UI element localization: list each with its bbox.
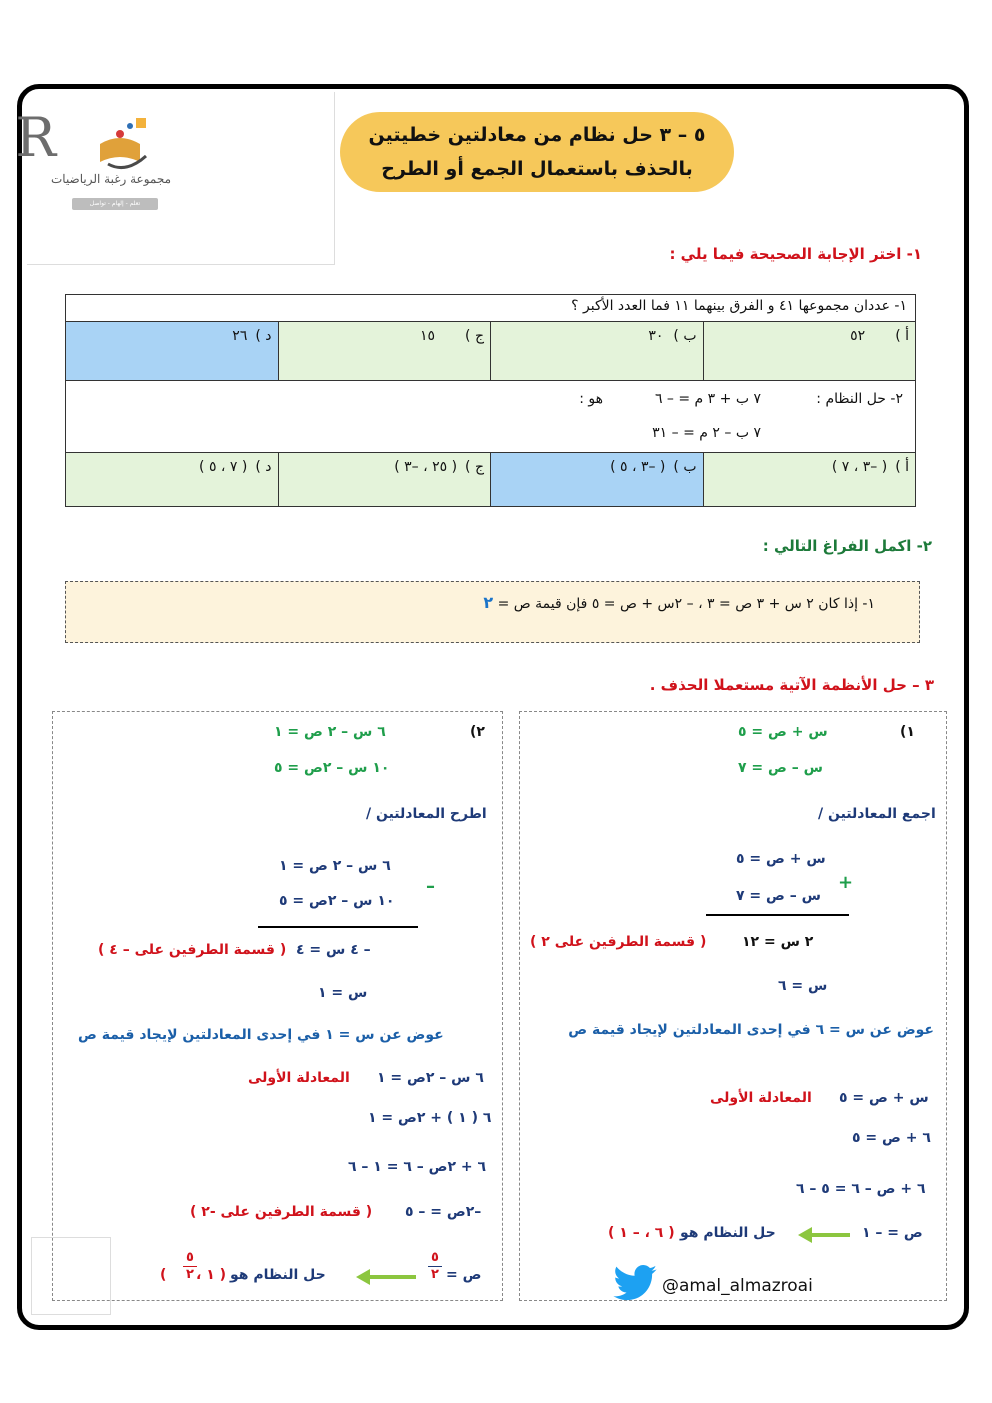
svg-text:R: R [15,106,56,169]
p1-step1: ٦ + ص = ٥ [852,1130,931,1146]
p2-frac-num: ٥ [431,1250,439,1265]
p2-number: ٢) [470,724,485,740]
p2-eq2: ١٠ س – ٢ص = ٥ [274,760,390,776]
p2-diff-line [258,926,418,928]
p2-y-prefix: ص = [446,1267,482,1283]
p1-arrow-icon [798,1226,852,1244]
q1-text: ١- عددان مجموعها ٤١ و الفرق بينهما ١١ فما العدد الأكبر ؟ [65,294,916,322]
p1-sum-line [706,914,849,916]
p1-solution-label: حل النظام هو [680,1225,776,1241]
p2-result: – ٤ س = ٤ [296,942,371,958]
q2-suffix: هو : [579,391,603,407]
p1-first-eq: س + ص = ٥ [839,1090,929,1106]
fill-blank-statement: ١- إذا كان ٢ س + ٣ ص = ٣ ، – ٢س + ص = ٥ فإن قيمة ص = [497,596,875,612]
p2-step3: –٢ص = – ٥ [405,1204,482,1220]
section2-heading: ٢- اكمل الفراغ التالي : [762,537,932,555]
p1-note: ( قسمة الطرفين على ٢ ) [530,934,707,950]
p2-minus-sign: – [426,876,435,897]
p2-substitute: عوض عن س = ١ في إحدى المعادلتين لإيجاد قيمة ص [78,1027,444,1043]
q2-eq2: ٧ ب – ٢ م = – ٣١ [652,425,761,441]
p2-sol-frac-num: ٥ [186,1250,194,1265]
logo-text: مجموعة رغبة الرياضيات [50,172,172,186]
p1-stack1: س + ص = ٥ [736,851,826,867]
p2-stack1: ٦ س – ٢ ص = ١ [279,858,391,874]
p2-note: ( قسمة الطرفين على – ٤ ) [98,942,287,958]
p2-step2: ٦ + ٢ص – ٦ = ١ – ٦ [348,1159,487,1175]
p2-sol-frac-den: ٢ [183,1266,197,1283]
p1-x-value: س = ٦ [778,978,828,994]
q1-option-a[interactable]: أ ) ٥٢ [703,322,916,381]
p2-eq1: ٦ س – ٢ ص = ١ [274,724,386,740]
p2-solution-open: ( ١ ، [196,1267,227,1283]
p2-first-label: المعادلة الأولى [248,1070,350,1086]
p2-x-value: س = ١ [318,985,368,1001]
p1-stack2: س – ص = ٧ [736,888,821,904]
problem1-box [519,711,947,1301]
p2-solution-fraction [183,1250,197,1283]
q1-option-d[interactable]: د ) ٢٦ [66,322,279,381]
p1-step2: ٦ + ص – ٦ = ٥ – ٦ [796,1181,926,1197]
q2-options [65,452,916,507]
section3-heading: ٣ – حل الأنظمة الآتية مستعملا الحذف . [649,676,934,694]
fill-blank-answer[interactable]: ٢ [483,593,494,612]
p2-note2: ( قسمة الطرفين على -٢ ) [190,1204,373,1220]
p1-eq1: س + ص = ٥ [738,724,828,740]
title-line-1: ٥ – ٣ حل نظام من معادلتين خطيتين [368,124,706,146]
twitter-icon [613,1265,657,1301]
logo-caption: تعلم - إلهام - تواصل [72,198,158,210]
lesson-title [340,112,734,192]
q1-option-b[interactable]: ب ) ٣٠ [491,322,704,381]
p1-y-value: ص = – ١ [862,1225,923,1241]
p1-plus-sign: + [838,872,854,893]
corner-box [31,1237,111,1315]
title-line-2: بالحذف باستعمال الجمع أو الطرح [381,158,693,180]
p2-solution-close: ) [160,1267,167,1283]
p1-solution: ( ٦ ، – ١ ) [608,1225,675,1241]
p1-number: ١) [900,724,915,740]
q2-option-d[interactable]: د ) ( ٧ ، ٥ ) [66,453,279,507]
q1-option-c[interactable]: ج ) ١٥ [278,322,491,381]
fill-blank-line [483,593,875,612]
p2-stack2: ١٠ س – ٢ص = ٥ [279,893,395,909]
q2-question [65,380,916,453]
p2-arrow-icon [356,1268,418,1286]
p1-first-label: المعادلة الأولى [710,1090,812,1106]
p1-instruction: اجمع المعادلتين / [818,806,936,822]
q2-eq1: ٧ ب + ٣ م = – ٦ [654,391,761,407]
twitter-handle[interactable]: @amal_almazroai [662,1276,813,1296]
p2-step1: ٦ ( ١ ) + ٢ص = ١ [368,1110,492,1126]
q2-prefix: ٢- حل النظام : [816,391,903,407]
q2-option-a[interactable]: أ ) ( –٣ ، ٧ ) [703,453,916,507]
p1-substitute: عوض عن س = ٦ في إحدى المعادلتين لإيجاد قيمة ص [568,1022,934,1038]
section1-heading: ١- اختر الإجابة الصحيحة فيما يلي : [669,245,922,263]
p2-solution-label: حل النظام هو [230,1267,326,1283]
p2-first-eq: ٦ س – ٢ص = ١ [377,1070,484,1086]
fill-blank-box [65,581,920,643]
p2-fraction [428,1250,442,1283]
p2-instruction: اطرح المعادلتين / [366,806,487,822]
p2-frac-den: ٢ [428,1266,442,1283]
q2-option-c[interactable]: ج ) ( ٢٥ ، –٣ ) [278,453,491,507]
p1-result: ٢ س = ١٢ [742,934,814,950]
p1-eq2: س – ص = ٧ [738,760,823,776]
q2-option-b[interactable]: ب ) ( –٣ ، ٥ ) [491,453,704,507]
q1-options [65,321,916,381]
